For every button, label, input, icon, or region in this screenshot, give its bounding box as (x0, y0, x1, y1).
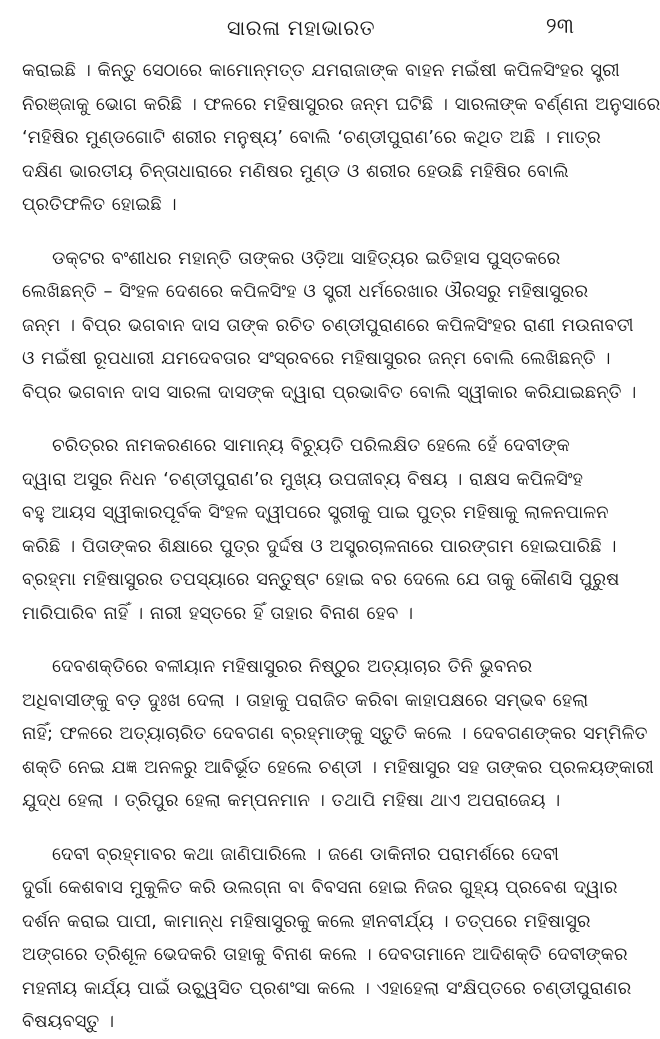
paragraph-1 (22, 54, 660, 222)
text-line: ମହନୀୟ କାର୍ଯ୍ୟ ପାଇଁ ଉଚ୍ଛ୍ୱସିତ ପ୍ରଶଂସା କଲେ । ଏହାହେଲା ସଂକ୍ଷିପ୍ତରେ ଚଣ୍ଡୀପୁରାଣର (22, 977, 632, 999)
text-line: ଦକ୍ଷିଣ ଭାରତୀୟ ଚିନ୍ତାଧାରାରେ ମଣିଷର ମୁଣ୍ଡ ଓ ଶରୀର ହେଉଛି ମହିଷିର ବୋଲି (22, 160, 569, 182)
text-line: ମାରିପାରିବ ନାହିଁ । ନାରୀ ହସ୍ତରେ ହିଁ ତାହାର ବିନାଶ ହେବ । (22, 602, 414, 624)
text-line: ଦେବୀ ବ୍ରହ୍ମାବର କଥା ଜାଣିପାରିଲେ । ଜଣେ ଡାକିନୀର ପରାମର୍ଶରେ ଦେବୀ (52, 843, 559, 865)
body-text (22, 54, 660, 1039)
text-line: ଶକ୍ତି ନେଇ ଯଜ୍ଞ ଅନଳରୁ ଆବିର୍ଭୂତ ହେଲେ ଚଣ୍ଡୀ । ମହିଷାସୁର ସହ ତାଙ୍କର ପ୍ରଳୟଙ୍କାରୀ (22, 756, 654, 778)
paragraph-5 (22, 838, 632, 1039)
text-line: ‘ମହିଷିର ମୁଣ୍ଡଗୋଟି ଶରୀର ମନୁଷ୍ୟ’ ବୋଲି ‘ଚଣ୍ଡୀପୁରାଣ’ରେ କଥିତ ଅଛି । ମାତ୍ର (22, 127, 601, 148)
page-header (22, 12, 580, 46)
text-line: ବିପ୍ର ଭଗବାନ ଦାସ ସାରଳା ଦାସଙ୍କ ଦ୍ୱାରା ପ୍ରଭାବିତ ବୋଲି ସ୍ୱୀକାର କରିଯାଇଛନ୍ତି । (22, 381, 637, 403)
text-line: ଦୁର୍ଗା କେଶବାସ ମୁକୁଳିତ କରି ଉଲଗ୍ନା ବା ବିବସନା ହୋଇ ନିଜର ଗୁହ୍ୟ ପ୍ରବେଶ ଦ୍ୱାର (22, 877, 618, 898)
text-line: ଦ୍ୱାରା ଅସୁର ନିଧନ ‘ଚଣ୍ଡୀପୁରାଣ’ର ମୁଖ୍ୟ ଉପଜୀବ୍ୟ ବିଷୟ । ରାକ୍ଷସ କପିଳସିଂହ (22, 468, 584, 490)
paragraph-2 (22, 242, 637, 410)
text-line: କରିଛି । ପିତାଙ୍କର ଶିକ୍ଷାରେ ପୁତ୍ର ଦୁର୍ଦ୍ଦଷ ଓ ଅସ୍ତ୍ରଚାଳନାରେ ପାରଙ୍ଗମ ହୋଇପାରିଛି । (22, 535, 617, 557)
paragraph-3 (22, 429, 620, 630)
page-number: ୨୩ (545, 14, 574, 39)
text-line: ବିଷୟବସ୍ତୁ । (22, 1011, 115, 1032)
text-line: କରାଇଛି । କିନ୍ତୁ ସେଠାରେ କାମୋନ୍ମତ୍ତ ଯମରାଜାଙ୍କ ବାହନ ମଇଁଷୀ କପିଳସିଂହର ସ୍ତ୍ରୀ (22, 60, 620, 81)
text-line: ଅଙ୍ଗରେ ତ୍ରିଶୂଳ ଭେଦକରି ତାହାକୁ ବିନାଶ କଲେ । ଦେବତାମାନେ ଆଦିଶକ୍ତି ଦେବୀଙ୍କର (22, 944, 628, 965)
paragraph-4 (22, 650, 654, 818)
text-line: ଜନ୍ମ । ବିପ୍ର ଭଗବାନ ଦାସ ତାଙ୍କ ରଚିତ ଚଣ୍ଡୀପୁରାଣରେ କପିଳସିଂହର ରାଣୀ ମଉନାବତୀ (22, 314, 634, 336)
text-line: ଅଧିବାସୀଙ୍କୁ ବଡ଼ ଦୁଃଖ ଦେଲା । ତାହାକୁ ପରାଜିତ କରିବା କାହାପକ୍ଷରେ ସମ୍ଭବ ହେଲା (22, 689, 589, 711)
text-line: ଦର୍ଶନ କରାଇ ପାପୀ, କାମାନ୍ଧ ମହିଷାସୁରକୁ କଲେ ହୀନବୀର୍ଯ୍ୟ । ତତ୍ପରେ ମହିଷାସୁର (22, 910, 591, 932)
text-line: ପ୍ରତିଫଳିତ ହୋଇଛି । (22, 194, 177, 215)
text-line: ଡକ୍ଟର ବଂଶୀଧର ମହାନ୍ତି ତାଙ୍କର ଓଡ଼ିଆ ସାହିତ୍ୟର ଇତିହାସ ପୁସ୍ତକରେ (52, 247, 561, 269)
text-line: ଲେଖିଛନ୍ତି – ସିଂହଳ ଦେଶରେ କପିଳସିଂହ ଓ ସ୍ତ୍ରୀ ଧର୍ମରେଖାର ଔରସରୁ ମହିଷାସୁରର (22, 281, 589, 302)
text-line: ବହୁ ଆୟସ ସ୍ୱୀକାରପୂର୍ବକ ସିଂହଳ ଦ୍ୱୀପରେ ସ୍ତ୍ରୀକୁ ପାଇ ପୁତ୍ର ମହିଷାକୁ ଲାଳନପାଳନ (22, 502, 609, 523)
text-line: ଦେବଶକ୍ତିରେ ବଳୀୟାନ ମହିଷାସୁରର ନିଷ୍ଠୁର ଅତ୍ୟାଚାର ତିନି ଭୁବନର (52, 656, 533, 677)
running-title: ସାରଳା ମହାଭାରତ (226, 16, 376, 40)
text-line: ନିରଞ୍ଜାକୁ ଭୋଗ କରିଛି । ଫଳରେ ମହିଷାସୁରର ଜନ୍ମ ଘଟିଛି । ସାରଳାଙ୍କ ବର୍ଣ୍ଣନା ଅନୁସାରେ (22, 93, 660, 115)
text-line: ବ୍ରହ୍ମା ମହିଷାସୁରର ତପସ୍ୟାରେ ସନ୍ତୁଷ୍ଟ ହୋଇ ବର ଦେଲେ ଯେ ତାକୁ କୌଣସି ପୁରୁଷ (22, 569, 620, 590)
text-line: ନାହିଁ; ଫଳରେ ଅତ୍ୟାଚାରିତ ଦେବଗଣ ବ୍ରହ୍ମାଙ୍କୁ ସ୍ତୁତି କଲେ । ଦେବଗଣଙ୍କର ସମ୍ମିଳିତ (22, 723, 648, 744)
text-line: ଚରିତ୍ରର ନାମକରଣରେ ସାମାନ୍ୟ ବିଚ୍ୟୁତି ପରିଲକ୍ଷିତ ହେଲେ ହେଁ ଦେବୀଙ୍କ (52, 435, 570, 456)
text-line: ଓ ମଇଁଷୀ ରୂପଧାରୀ ଯମଦେବତାର ସଂସ୍ରବରେ ମହିଷାସୁରର ଜନ୍ମ ବୋଲି ଲେଖିଛନ୍ତି । (22, 348, 611, 369)
text-line: ଯୁଦ୍ଧ ହେଲା । ତ୍ରିପୁର ହେଲା କମ୍ପନମାନ । ତଥାପି ମହିଷା ଥାଏ ଅପରାଜେୟ । (22, 790, 561, 811)
